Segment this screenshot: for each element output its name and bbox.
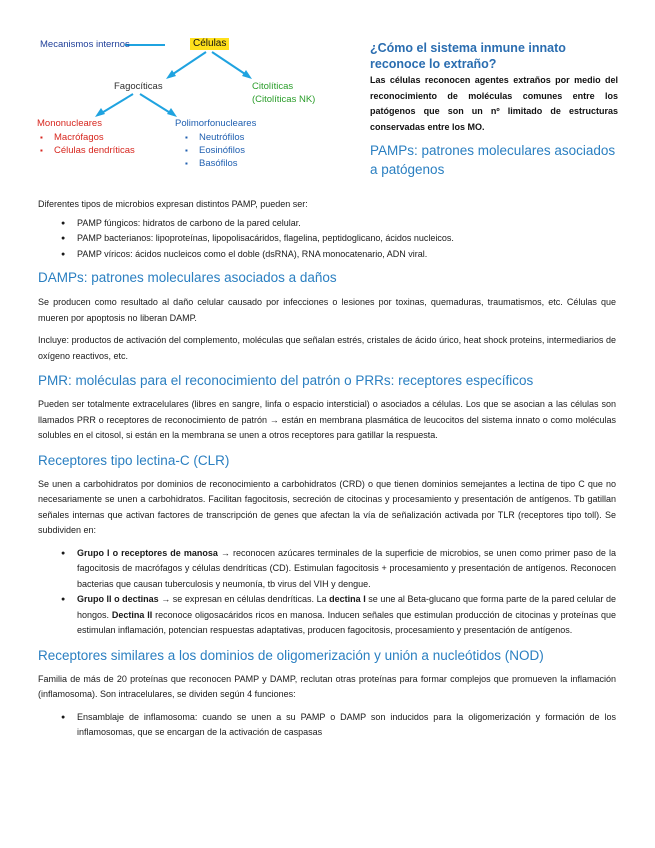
arrow-head [166, 70, 176, 79]
question-title: ¿Cómo el sistema inmune innato reconoce lo extraño? [370, 41, 566, 71]
clr-p1: Se unen a carbohidratos por dominios de reconocimiento a carbohidratos (CRD) o que tienen dominios semejantes a lectina de tipo C que no necesariamente se unen a carbohidratos. Facilitan fagocitosis, secreción de citocinas y procesamiento y presentación de antígenos. Tb gatillan señales internas que activan factores de transcripción de genes que afectan la vía de señalización activada por TLR (receptores tipo toll). Se subdividen en: [38, 478, 616, 535]
group-2-text-b: se une al Beta-glucano que forma parte de la pared celular de hongos. [77, 594, 616, 620]
group-1-title: Grupo I o receptores de manosa [77, 547, 218, 558]
damps-p2: Incluye: productos de activación del complemento, moléculas que señalan estrés, cristales de ácido úrico, heat shock proteins, intermediarios de oxígeno reactivos, etc. [38, 335, 616, 361]
arrow-to-polymorph [140, 94, 172, 114]
pamps-list [38, 216, 616, 263]
cytolytic-sub-label: (Citolíticas NK) [252, 94, 316, 105]
question-block [370, 40, 618, 179]
list-item: ▪ Basófilos [183, 157, 245, 170]
main-content [38, 197, 616, 741]
phagocytic-label: Fagocíticas [114, 81, 163, 92]
list-item: ● PAMP fúngicos: hidratos de carbono de la pared celular. [38, 216, 616, 232]
list-item: ▪ Células dendríticas [38, 144, 135, 157]
list-item: ● Ensamblaje de inflamosoma: cuando se unen a su PAMP o DAMP son inducidos para la oligomerización y formación de los inflamosomas, que se encargan de la activación de caspasas [38, 710, 616, 741]
mechanisms-label: Mecanismos internos [40, 39, 130, 50]
pamps-intro: Diferentes tipos de microbios expresan distintos PAMP, pueden ser: [38, 199, 308, 209]
nod-p1: Familia de más de 20 proteínas que reconocen PAMP y DAMP, reclutan otras proteínas para formar complejos que promueven la inflamación (inflamosoma). Son intracelulares, se dividen según 4 funciones: [38, 673, 616, 699]
mononuclear-label: Mononucleares [37, 118, 102, 129]
arrow-head [242, 70, 252, 79]
list-item: ▪ Eosinófilos [183, 144, 245, 157]
damps-p1: Se producen como resultado al daño celular causado por infecciones o lesiones por toxinas, quemaduras, traumatismos, etc. Células que mueren por apoptosis no liberan DAMP. [38, 297, 616, 323]
dectina-2: Dectina II [111, 609, 153, 620]
list-item: ▪ Neutrófilos [183, 131, 245, 144]
list-item: ● PAMP bacterianos: lipoproteínas, lipopolisacáridos, flagelina, peptidoglicano, ácidos nucleicos. [38, 231, 616, 247]
clr-heading: Receptores tipo lectina-C (CLR) [38, 452, 230, 468]
nod-heading: Receptores similares a los dominios de oligomerización y unión a nucleótidos (NOD) [38, 647, 544, 663]
polymorph-list [183, 131, 245, 170]
arrow-head [95, 108, 105, 117]
group-2-text-c: reconoce oligosacáridos ricos en manosa. Inducen señales que estimulan producción de citocinas y proteínas que estimulan inflamación, potencian respuestas adaptativas, producen fagocitosis, procesamiento y presentación de antígenos. [77, 609, 617, 635]
pamps-heading: PAMPs: patrones moleculares asociados a patógenos [370, 143, 616, 177]
arrow-to-phagocytic [170, 52, 206, 76]
clr-list [38, 546, 616, 639]
nod-list [38, 710, 616, 741]
list-item [38, 546, 616, 593]
arrow-head [167, 108, 177, 117]
damps-heading: DAMPs: patrones moleculares asociados a daños [38, 270, 337, 285]
pmr-p1: Pueden ser totalmente extracelulares (libres en sangre, linfa o espacio intersticial) o asociados a células. Los que se asocian a las células son llamados PRR o receptores de reconocimiento de patrón → están en membrana plasmática de leucocitos del sistema innato o como moléculas solubles en el citosol, si están en la membrana se unen a otros receptores para gatillar la respuesta. [38, 399, 616, 440]
list-item [38, 592, 616, 639]
group-2-title: Grupo II o dectinas [77, 594, 159, 604]
cells-label: Células [190, 38, 229, 50]
list-item: ● PAMP víricos: ácidos nucleicos como el doble (dsRNA), RNA monocatenario, ADN viral. [38, 247, 616, 263]
dectina-1: dectina I [329, 594, 366, 604]
group-2-text-a: → se expresan en células dendríticas. La [158, 594, 330, 604]
arrow-to-cytolytic [212, 52, 248, 76]
cytolytic-label: Citolíticas [252, 81, 294, 92]
arrow-to-mononuclear [100, 94, 133, 114]
question-body: Las células reconocen agentes extraños por medio del reconocimiento de moléculas comunes entre los patógenos que son un nº limitado de estructuras conservadas entre los MO. [370, 75, 618, 132]
list-item: ▪ Macrófagos [38, 131, 135, 144]
group-1-text: → reconocen azúcares terminales de la superficie de microbios, se unen como primer paso de la fagocitosis de macrófagos y células dendríticas (CD). Estimulan fagocitosis + procesamiento y presentación de antígenos. Reconocen bacterias que causan tuberculosis y neumonía, tb virus del VIH y dengue. [77, 547, 616, 589]
mononuclear-list [38, 131, 135, 157]
polymorph-label: Polimorfonucleares [175, 118, 257, 129]
pmr-heading: PMR: moléculas para el reconocimiento del patrón o PRRs: receptores específicos [38, 373, 534, 388]
